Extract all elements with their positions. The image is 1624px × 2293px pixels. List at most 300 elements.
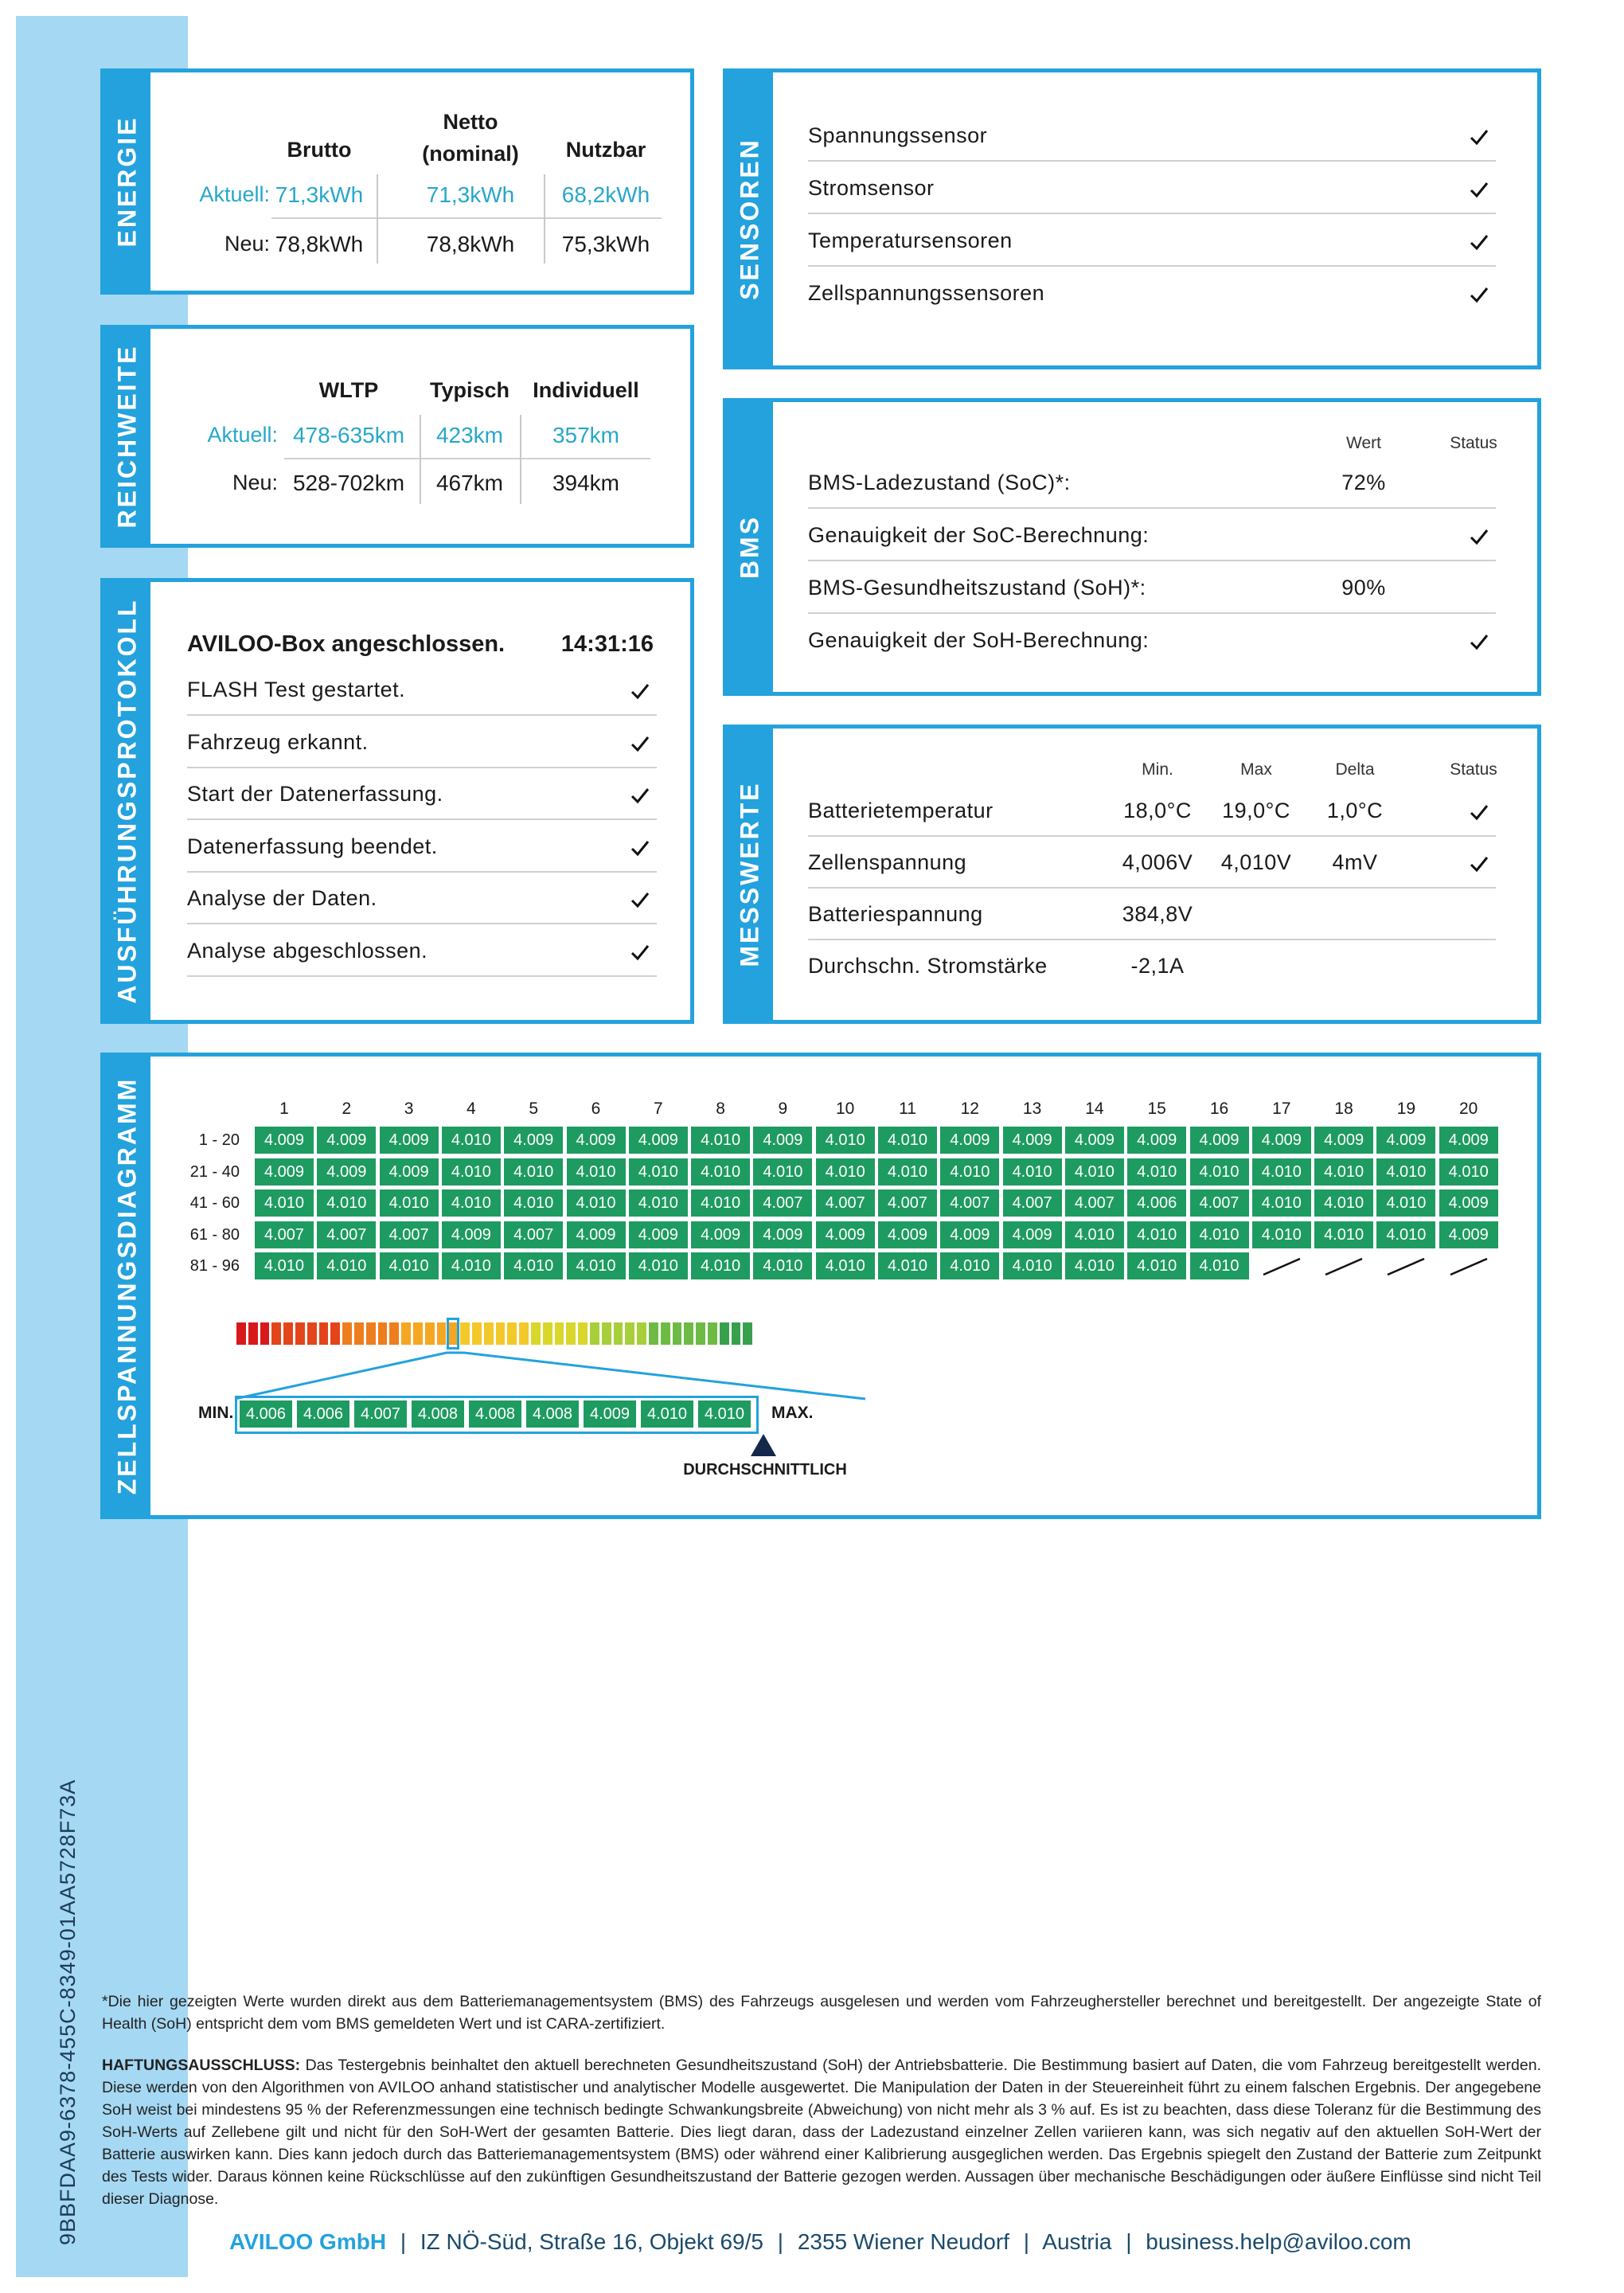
row-divider bbox=[187, 923, 657, 924]
checkmark-icon bbox=[630, 733, 650, 754]
cell-voltage: 4.010 bbox=[1065, 1252, 1124, 1279]
scale-value: 4.007 bbox=[354, 1400, 407, 1428]
zellspannung-panel bbox=[100, 1053, 1541, 1519]
energie-header-nutzbar: Nutzbar bbox=[565, 138, 646, 162]
cell-voltage: 4.009 bbox=[629, 1127, 688, 1154]
row-divider bbox=[187, 871, 657, 873]
messwerte-header-max: Max bbox=[1240, 760, 1272, 779]
cell-voltage: 4.009 bbox=[317, 1127, 376, 1154]
cell-column-number: 5 bbox=[529, 1100, 539, 1118]
cell-voltage: 4.010 bbox=[1127, 1252, 1186, 1279]
gradient-segment bbox=[531, 1322, 541, 1345]
cell-row-label: 81 - 96 bbox=[189, 1257, 240, 1275]
cell-voltage: 4.010 bbox=[567, 1252, 626, 1279]
checkmark-icon bbox=[1469, 232, 1489, 252]
bms-row-value: 90% bbox=[1341, 576, 1386, 600]
gradient-segment bbox=[625, 1322, 634, 1345]
gradient-segment bbox=[543, 1322, 552, 1345]
energie-label-neu: Neu: bbox=[224, 232, 270, 256]
cell-voltage: 4.007 bbox=[753, 1189, 812, 1217]
row-divider bbox=[187, 714, 657, 716]
footer-email[interactable]: business.help@aviloo.com bbox=[1146, 2229, 1411, 2254]
reichweite-header-wltp: WLTP bbox=[318, 378, 379, 402]
cell-column-number: 8 bbox=[716, 1100, 725, 1118]
footer bbox=[229, 2229, 1411, 2255]
sensor-item: Temperatursensoren bbox=[808, 229, 1013, 252]
gradient-segment bbox=[720, 1322, 729, 1345]
cell-voltage: 4.007 bbox=[504, 1221, 563, 1248]
cell-voltage: 4.010 bbox=[753, 1252, 812, 1279]
protokoll-tab: AUSFÜHRUNGSPROTOKOLL bbox=[104, 582, 150, 1020]
energie-neu-nutzbar: 75,3kWh bbox=[561, 232, 650, 256]
cell-column-number: 4 bbox=[467, 1100, 476, 1118]
bms-row-label: BMS-Ladezustand (SoC)*: bbox=[808, 471, 1071, 494]
energie-header-netto: Netto (nominal) bbox=[422, 110, 519, 166]
gradient-segment bbox=[260, 1322, 270, 1345]
cell-voltage: 4.010 bbox=[442, 1252, 501, 1279]
cell-voltage: 4.010 bbox=[255, 1189, 314, 1217]
gradient-segment bbox=[578, 1322, 588, 1345]
cell-voltage: 4.010 bbox=[1190, 1252, 1249, 1279]
checkmark-icon bbox=[630, 942, 650, 963]
document-id: 9BBFDAA9-6378-455C-8349-01AA5728F73A bbox=[56, 1779, 80, 2245]
checkmark-icon bbox=[1469, 854, 1489, 874]
cell-voltage: 4.007 bbox=[255, 1221, 314, 1248]
gradient-segment bbox=[590, 1322, 599, 1345]
sensor-item: Spannungssensor bbox=[808, 123, 988, 147]
gradient-segment bbox=[295, 1322, 305, 1345]
cell-voltage: 4.009 bbox=[1003, 1221, 1062, 1248]
reichweite-aktuell-wltp: 478-635km bbox=[292, 423, 405, 447]
cell-voltage: 4.009 bbox=[255, 1127, 314, 1154]
cell-voltage: 4.010 bbox=[442, 1189, 501, 1217]
cell-voltage: 4.007 bbox=[317, 1221, 376, 1248]
cell-voltage: 4.010 bbox=[816, 1158, 875, 1186]
cell-column-number: 18 bbox=[1334, 1100, 1353, 1118]
cell-voltage: 4.009 bbox=[567, 1221, 626, 1248]
cell-column-number: 14 bbox=[1085, 1100, 1104, 1118]
cell-voltage: 4.010 bbox=[380, 1252, 439, 1279]
gradient-segment bbox=[519, 1322, 529, 1345]
cell-voltage: 4.010 bbox=[380, 1189, 439, 1217]
cell-voltage: 4.010 bbox=[1190, 1221, 1249, 1248]
reichweite-neu-typisch: 467km bbox=[435, 471, 504, 495]
gradient-segment bbox=[566, 1322, 576, 1345]
cell-column-number: 7 bbox=[653, 1100, 663, 1118]
cell-column-number: 13 bbox=[1022, 1100, 1042, 1118]
messwerte-panel bbox=[723, 725, 1541, 1024]
messwerte-row-label: Batterietemperatur bbox=[808, 799, 994, 822]
gradient-segment bbox=[673, 1322, 682, 1345]
gradient-segment bbox=[708, 1322, 717, 1345]
row-divider bbox=[187, 975, 657, 977]
row-divider bbox=[808, 835, 1496, 837]
cell-voltage: 4.009 bbox=[1439, 1221, 1498, 1248]
reichweite-divider bbox=[284, 458, 650, 459]
gradient-segment bbox=[602, 1322, 611, 1345]
cell-voltage: 4.010 bbox=[317, 1189, 376, 1217]
cell-column-number: 19 bbox=[1396, 1100, 1416, 1118]
reichweite-neu-wltp: 528-702km bbox=[292, 471, 405, 495]
cell-voltage: 4.010 bbox=[816, 1252, 875, 1279]
cell-voltage: 4.010 bbox=[442, 1158, 501, 1186]
gradient-segment bbox=[637, 1322, 646, 1345]
scale-max-label: MAX. bbox=[771, 1404, 814, 1422]
energie-header-brutto: Brutto bbox=[287, 138, 352, 162]
cell-voltage: 4.009 bbox=[317, 1158, 376, 1186]
cell-voltage: 4.010 bbox=[1127, 1221, 1186, 1248]
cell-voltage: 4.010 bbox=[1314, 1189, 1373, 1217]
cell-column-number: 12 bbox=[960, 1100, 979, 1118]
scale-value: 4.010 bbox=[641, 1400, 693, 1428]
average-marker-icon bbox=[749, 1432, 778, 1458]
scale-value: 4.008 bbox=[526, 1400, 579, 1428]
footer-company: AVILOO GmbH bbox=[229, 2229, 387, 2254]
cell-voltage: 4.009 bbox=[1003, 1127, 1062, 1154]
row-divider bbox=[808, 939, 1496, 940]
protokoll-step: Fahrzeug erkannt. bbox=[187, 729, 369, 754]
gradient-segment bbox=[283, 1322, 293, 1345]
gradient-segment bbox=[319, 1322, 329, 1345]
sensoren-tab: SENSOREN bbox=[727, 72, 773, 365]
cell-row-label: 61 - 80 bbox=[189, 1225, 240, 1244]
gradient-segment bbox=[614, 1322, 623, 1345]
gradient-segment bbox=[236, 1322, 246, 1345]
footer-country: Austria bbox=[1042, 2229, 1112, 2254]
messwerte-min-value: 18,0°C bbox=[1123, 799, 1192, 822]
gradient-segment bbox=[248, 1322, 258, 1345]
cell-column-number: 17 bbox=[1272, 1100, 1291, 1118]
bms-row-label: BMS-Gesundheitszustand (SoH)*: bbox=[808, 576, 1146, 600]
protokoll-heading: AVILOO-Box angeschlossen. bbox=[187, 631, 506, 657]
row-divider bbox=[808, 265, 1496, 267]
scale-value: 4.008 bbox=[412, 1400, 464, 1428]
reichweite-neu-individuell: 394km bbox=[552, 471, 620, 495]
cell-column-number: 20 bbox=[1459, 1100, 1478, 1118]
energie-tab: ENERGIE bbox=[104, 72, 150, 291]
gradient-segment bbox=[389, 1322, 399, 1345]
checkmark-icon bbox=[1469, 179, 1489, 200]
gradient-selection-marker bbox=[447, 1318, 459, 1350]
empty-cell-slash-icon bbox=[1314, 1252, 1373, 1279]
scale-min-label: MIN. bbox=[198, 1404, 234, 1422]
cell-voltage: 4.010 bbox=[504, 1158, 563, 1186]
cell-voltage: 4.010 bbox=[1314, 1158, 1373, 1186]
footer-separator: | bbox=[1126, 2229, 1132, 2254]
cell-voltage: 4.007 bbox=[380, 1221, 439, 1248]
protokoll-step: Analyse abgeschlossen. bbox=[187, 938, 428, 963]
energie-label-aktuell: Aktuell: bbox=[199, 182, 270, 206]
cell-voltage: 4.009 bbox=[1376, 1127, 1435, 1154]
cell-column-number: 9 bbox=[778, 1100, 788, 1118]
gradient-segment bbox=[661, 1322, 670, 1345]
cell-voltage: 4.010 bbox=[878, 1158, 937, 1186]
cell-column-number: 15 bbox=[1147, 1100, 1166, 1118]
checkmark-icon bbox=[1469, 802, 1489, 822]
checkmark-icon bbox=[630, 889, 650, 910]
row-divider bbox=[808, 887, 1496, 889]
cell-voltage: 4.010 bbox=[691, 1158, 750, 1186]
cell-voltage: 4.010 bbox=[878, 1127, 937, 1154]
row-divider bbox=[808, 507, 1496, 509]
scale-value: 4.006 bbox=[240, 1400, 292, 1428]
protokoll-step: Datenerfassung beendet. bbox=[187, 834, 438, 858]
cell-voltage: 4.010 bbox=[816, 1127, 875, 1154]
cell-voltage: 4.009 bbox=[940, 1221, 999, 1248]
gradient-segment bbox=[378, 1322, 388, 1345]
footer-address: IZ NÖ-Süd, Straße 16, Objekt 69/5 bbox=[420, 2229, 763, 2254]
cell-voltage: 4.010 bbox=[1127, 1158, 1186, 1186]
cell-voltage: 4.010 bbox=[940, 1252, 999, 1279]
gradient-segment bbox=[472, 1322, 482, 1345]
cell-voltage: 4.009 bbox=[878, 1221, 937, 1248]
reichweite-aktuell-individuell: 357km bbox=[552, 423, 620, 447]
gradient-segment bbox=[684, 1322, 693, 1345]
cell-voltage: 4.009 bbox=[691, 1221, 750, 1248]
sensoren-panel bbox=[723, 68, 1541, 369]
messwerte-min-value: 4,006V bbox=[1122, 850, 1193, 874]
cell-voltage: 4.009 bbox=[1127, 1127, 1186, 1154]
protokoll-time: 14:31:16 bbox=[560, 631, 654, 657]
gradient-segment bbox=[484, 1322, 494, 1345]
checkmark-icon bbox=[1469, 631, 1489, 652]
messwerte-row-label: Durchschn. Stromstärke bbox=[808, 954, 1048, 978]
cell-voltage: 4.009 bbox=[1065, 1127, 1124, 1154]
cell-voltage: 4.009 bbox=[567, 1127, 626, 1154]
gradient-segment bbox=[307, 1322, 317, 1345]
cell-voltage: 4.010 bbox=[317, 1252, 376, 1279]
cell-voltage: 4.009 bbox=[1439, 1127, 1498, 1154]
energie-divider bbox=[271, 217, 662, 219]
cell-voltage: 4.010 bbox=[1252, 1158, 1311, 1186]
reichweite-aktuell-typisch: 423km bbox=[435, 423, 504, 447]
messwerte-min-value: 384,8V bbox=[1122, 902, 1193, 926]
cell-voltage: 4.010 bbox=[504, 1252, 563, 1279]
cell-row-label: 41 - 60 bbox=[189, 1194, 240, 1212]
cell-column-number: 6 bbox=[591, 1100, 601, 1118]
gradient-segment bbox=[354, 1322, 364, 1345]
scale-value: 4.010 bbox=[698, 1400, 751, 1428]
cell-voltage: 4.010 bbox=[629, 1189, 688, 1217]
footnote: *Die hier gezeigten Werte wurden direkt aus dem Batteriemanagementsystem (BMS) des Fahrzeugs ausgelesen und werden vom Fahrzeughersteller berechnet und bereitgestellt. Der angezeigte State of Health (SoH) entspricht dem vom BMS gemeldeten Wert und ist CARA-zertifiziert. bbox=[102, 1993, 1541, 2033]
sensor-item: Stromsensor bbox=[808, 176, 935, 200]
cell-voltage: 4.009 bbox=[1190, 1127, 1249, 1154]
empty-cell-slash-icon bbox=[1439, 1252, 1498, 1279]
gradient-segment bbox=[425, 1322, 435, 1345]
cell-voltage: 4.007 bbox=[1190, 1189, 1249, 1217]
cell-voltage: 4.010 bbox=[1065, 1158, 1124, 1186]
bms-panel bbox=[723, 398, 1541, 696]
row-divider bbox=[808, 213, 1496, 214]
gradient-segment bbox=[271, 1322, 281, 1345]
reichweite-label-aktuell: Aktuell: bbox=[207, 423, 278, 447]
cell-voltage: 4.010 bbox=[1003, 1158, 1062, 1186]
row-divider bbox=[808, 612, 1496, 614]
messwerte-delta-value: 1,0°C bbox=[1326, 799, 1384, 822]
cell-column-number: 10 bbox=[836, 1100, 855, 1118]
messwerte-header-status: Status bbox=[1450, 760, 1497, 779]
checkmark-icon bbox=[630, 838, 650, 858]
cell-column-number: 2 bbox=[342, 1100, 352, 1118]
energie-col-divider bbox=[377, 174, 378, 264]
messwerte-header-min: Min. bbox=[1142, 760, 1173, 779]
cell-voltage: 4.007 bbox=[878, 1189, 937, 1217]
cell-voltage: 4.007 bbox=[1003, 1189, 1062, 1217]
messwerte-row-label: Zellenspannung bbox=[808, 850, 967, 874]
checkmark-icon bbox=[630, 785, 650, 806]
cell-column-number: 11 bbox=[899, 1100, 916, 1118]
cell-voltage: 4.009 bbox=[816, 1221, 875, 1248]
messwerte-max-value: 19,0°C bbox=[1222, 799, 1290, 822]
cell-voltage: 4.009 bbox=[504, 1127, 563, 1154]
energie-aktuell-nutzbar: 68,2kWh bbox=[561, 182, 650, 207]
messwerte-min-value: -2,1A bbox=[1130, 954, 1185, 978]
row-divider bbox=[187, 818, 657, 820]
gradient-segment bbox=[732, 1322, 741, 1345]
bms-row-value: 72% bbox=[1341, 471, 1386, 494]
average-label: DURCHSCHNITTLICH bbox=[683, 1461, 847, 1479]
row-divider bbox=[187, 767, 657, 768]
cell-voltage: 4.009 bbox=[380, 1158, 439, 1186]
protokoll-step: FLASH Test gestartet. bbox=[187, 678, 406, 701]
footer-city: 2355 Wiener Neudorf bbox=[797, 2229, 1009, 2254]
energie-panel bbox=[100, 68, 694, 295]
energie-neu-netto: 78,8kWh bbox=[426, 232, 515, 256]
checkmark-icon bbox=[1469, 127, 1489, 147]
cell-voltage: 4.010 bbox=[1252, 1189, 1311, 1217]
cell-voltage: 4.009 bbox=[255, 1158, 314, 1186]
cell-voltage: 4.009 bbox=[442, 1221, 501, 1248]
cell-row-label: 1 - 20 bbox=[198, 1131, 240, 1149]
footer-separator: | bbox=[400, 2229, 407, 2254]
cell-row-label: 21 - 40 bbox=[189, 1162, 240, 1181]
messwerte-max-value: 4,010V bbox=[1220, 850, 1292, 874]
cell-voltage: 4.010 bbox=[629, 1252, 688, 1279]
cell-voltage: 4.009 bbox=[1314, 1127, 1373, 1154]
reichweite-panel bbox=[100, 325, 694, 548]
protokoll-step: Start der Datenerfassung. bbox=[187, 782, 443, 806]
reichweite-header-individuell: Individuell bbox=[533, 378, 639, 402]
cell-voltage: 4.010 bbox=[567, 1189, 626, 1217]
cell-voltage: 4.010 bbox=[1314, 1221, 1373, 1248]
cell-voltage: 4.007 bbox=[940, 1189, 999, 1217]
cell-voltage: 4.009 bbox=[380, 1127, 439, 1154]
sensor-item: Zellspannungssensoren bbox=[808, 281, 1045, 305]
cell-voltage: 4.009 bbox=[1439, 1189, 1498, 1217]
cell-voltage: 4.010 bbox=[1376, 1221, 1435, 1248]
zellspannung-tab: ZELLSPANNUNGSDIAGRAMM bbox=[104, 1057, 150, 1515]
reichweite-tab: REICHWEITE bbox=[104, 329, 150, 544]
cell-voltage: 4.010 bbox=[1439, 1158, 1498, 1186]
bms-header-status: Status bbox=[1450, 434, 1497, 452]
disclaimer bbox=[102, 2054, 1541, 2210]
cell-voltage: 4.010 bbox=[255, 1252, 314, 1279]
cell-voltage: 4.010 bbox=[442, 1127, 501, 1154]
cell-column-number: 1 bbox=[279, 1100, 289, 1118]
cell-voltage: 4.010 bbox=[753, 1158, 812, 1186]
row-divider bbox=[808, 160, 1496, 162]
scale-value: 4.008 bbox=[469, 1400, 521, 1428]
cell-voltage: 4.007 bbox=[1065, 1189, 1124, 1217]
gradient-segment bbox=[743, 1322, 752, 1345]
cell-voltage: 4.009 bbox=[940, 1127, 999, 1154]
cell-voltage: 4.009 bbox=[629, 1221, 688, 1248]
gradient-segment bbox=[401, 1322, 411, 1345]
messwerte-tab: MESSWERTE bbox=[727, 729, 773, 1020]
cell-column-number: 16 bbox=[1209, 1100, 1229, 1118]
bms-header-wert: Wert bbox=[1346, 434, 1381, 452]
cell-voltage: 4.010 bbox=[1376, 1158, 1435, 1186]
energie-aktuell-netto: 71,3kWh bbox=[426, 182, 515, 207]
bms-row-label: Genauigkeit der SoH-Berechnung: bbox=[808, 628, 1150, 652]
gradient-segment bbox=[496, 1322, 506, 1345]
cell-voltage: 4.007 bbox=[816, 1189, 875, 1217]
gradient-segment bbox=[460, 1322, 470, 1345]
row-divider bbox=[808, 560, 1496, 561]
gradient-segment bbox=[696, 1322, 705, 1345]
cell-voltage: 4.010 bbox=[878, 1252, 937, 1279]
cell-voltage: 4.010 bbox=[1003, 1252, 1062, 1279]
cell-column-number: 3 bbox=[404, 1100, 414, 1118]
cell-voltage: 4.010 bbox=[1252, 1221, 1311, 1248]
gradient-segment bbox=[555, 1322, 564, 1345]
cell-voltage: 4.009 bbox=[1252, 1127, 1311, 1154]
cell-voltage: 4.010 bbox=[1190, 1158, 1249, 1186]
cell-voltage: 4.010 bbox=[567, 1158, 626, 1186]
cell-voltage: 4.010 bbox=[691, 1127, 750, 1154]
messwerte-header-delta: Delta bbox=[1335, 760, 1375, 779]
cell-voltage: 4.010 bbox=[691, 1189, 750, 1217]
checkmark-icon bbox=[1469, 284, 1489, 305]
reichweite-col-divider bbox=[520, 415, 521, 504]
gradient-segment bbox=[330, 1322, 340, 1345]
reichweite-col-divider bbox=[420, 415, 421, 504]
disclaimer-text: Das Testergebnis beinhaltet den aktuell berechneten Gesundheitszustand (SoH) der Antriebsbatterie. Die Bestimmung basiert auf Daten, die vom Fahrzeug bereitgestellt werden. Diese werden von den Algorithmen von AVILOO anhand statistischer und analytischer Modelle ausgewertet. Die Manipulation der Daten in der Steuereinheit führt zu einem falschen Ergebnis. Der angegebene SoH weist bei mindestens 95 % der Referenzmessungen eine technisch bedingte Schwankungsbreite (Abweichung) von nicht mehr als 3 % auf. Es ist zu beachten, dass diese Toleranz für die Bestimmung des SoH-Werts auf Zellebene gilt und nicht für den SoH-Wert der gesamten Batterie. Dies liegt daran, dass der Ladezustand einzelner Zellen variieren kann, was sich negativ auf den aktuellen SoH-Wert der Batterie auswirken kann. Dies kann jedoch durch das Batteriemanagementsystem (BMS) oder während einer Kalibrierung ausgeglichen werden. Das Ergebnis spiegelt den Zustand der Batterie zum Zeitpunkt des Tests wider. Daraus können keine Rückschlüsse auf den zukünftigen Gesundheitszustand der Batterie gezogen werden. Aussagen über mechanische Beschädigungen oder äußere Einflüsse sind nicht Teil dieser Diagnose. bbox=[102, 2057, 1541, 2208]
footer-separator: | bbox=[777, 2229, 784, 2254]
messwerte-row-label: Batteriespannung bbox=[808, 902, 983, 926]
gradient-segment bbox=[342, 1322, 352, 1345]
cell-voltage: 4.006 bbox=[1127, 1189, 1186, 1217]
cell-voltage: 4.010 bbox=[504, 1189, 563, 1217]
scale-value: 4.006 bbox=[297, 1400, 349, 1428]
scale-value: 4.009 bbox=[584, 1400, 636, 1428]
zoom-lines bbox=[232, 1346, 869, 1402]
footer-separator: | bbox=[1023, 2229, 1030, 2254]
cell-voltage: 4.010 bbox=[1065, 1221, 1124, 1248]
empty-cell-slash-icon bbox=[1252, 1252, 1311, 1279]
disclaimer-title: HAFTUNGSAUSSCHLUSS: bbox=[102, 2057, 301, 2074]
gradient-segment bbox=[507, 1322, 517, 1345]
messwerte-delta-value: 4mV bbox=[1332, 850, 1378, 874]
protokoll-step: Analyse der Daten. bbox=[187, 886, 377, 910]
gradient-segment bbox=[413, 1322, 423, 1345]
gradient-segment bbox=[437, 1322, 447, 1345]
cell-voltage: 4.010 bbox=[1376, 1189, 1435, 1217]
bms-row-label: Genauigkeit der SoC-Berechnung: bbox=[808, 523, 1150, 547]
energie-col-divider bbox=[544, 174, 545, 264]
energie-neu-brutto: 78,8kWh bbox=[275, 232, 364, 256]
empty-cell-slash-icon bbox=[1376, 1252, 1435, 1279]
reichweite-label-neu: Neu: bbox=[232, 471, 278, 494]
cell-voltage: 4.009 bbox=[753, 1221, 812, 1248]
cell-voltage: 4.010 bbox=[691, 1252, 750, 1279]
checkmark-icon bbox=[630, 681, 650, 701]
reichweite-header-typisch: Typisch bbox=[429, 378, 510, 402]
bms-tab: BMS bbox=[727, 402, 773, 692]
gradient-segment bbox=[649, 1322, 658, 1345]
protokoll-panel bbox=[100, 578, 694, 1024]
cell-voltage: 4.010 bbox=[629, 1158, 688, 1186]
